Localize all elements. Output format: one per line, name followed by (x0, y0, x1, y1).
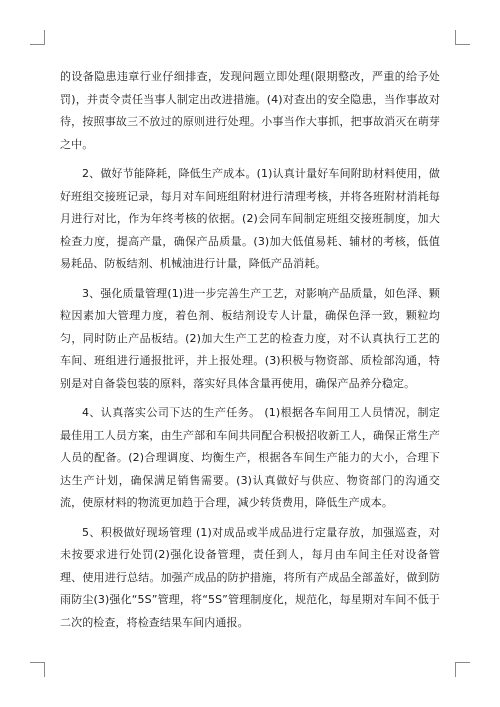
paragraph-continuation: 的设备隐患违章行业仔细排查，发现问题立即处理(限期整改，严重的给予处罚)，并责令责任当事人制定出改进措施。(4)对查出的安全隐患，当作事故对待，按照事故三不放过的原则进行处理。小事当作大事抓，把事故消灭在萌芽之中。 (60, 70, 440, 151)
crop-mark-top-left (30, 30, 45, 45)
crop-mark-bottom-left (30, 662, 45, 677)
paragraph-quality-management: 3、强化质量管理(1)进一步完善生产工艺，对影响产品质量，如色泽、颗粒因素加大管理力度，着色剂、板结剂设专人计量，确保色泽一致，颗粒均匀，同时防止产品板结。(2)加大生产工艺的检查力度，对不认真执行工艺的车间、班组进行通报批评，并上报处理。(3)积极与物资部、质检部沟通，特别是对自备袋包装的原料，落实好具体含量再使用，确保产品养分稳定。 (60, 286, 440, 390)
paragraph-energy-saving: 2、做好节能降耗，降低生产成本。(1)认真计量好车间附助材料使用，做好班组交接班记录，每月对车间班组附材进行清理考核，并将各班附材消耗每月进行对比，作为年终考核的依据。(2)会同车间制定班组交接班制度，加大检查力度，提高产量，确保产品质量。(3)加大低值易耗、辅材的考核，低值易耗品、防板结剂、机械油进行计量，降低产品消耗。 (60, 167, 440, 270)
paragraph-production-tasks: 4、认真落实公司下达的生产任务。 (1)根据各车间用工人员情况，制定最佳用工人员方案，由生产部和车间共同配合积极招收新工人，确保正常生产人员的配备。(2)合理调度、均衡生产，根据各车间生产能力的大小，合理下达生产计划，确保满足销售需要。(3)认真做好与供应、物资部门的沟通交流，使原材料的物流更加趋于合理，减少转货费用，降低生产成本。 (60, 406, 440, 509)
crop-mark-bottom-right (455, 662, 470, 677)
paragraph-site-management: 5、积极做好现场管理 (1)对成品或半成品进行定量存放，加强巡查，对未按要求进行处罚(2)强化设备管理，责任到人，每月由车间主任对设备管理、使用进行总结。加强产成品的防护措施，将所有产成品全部盖好，做到防雨防尘(3)强化“5S”管理，将“5S”管理制度化，规范化，每星期对车间不低于二次的检查，将检查结果车间内通报。 (60, 525, 440, 629)
crop-mark-top-right (455, 30, 470, 45)
document-body (60, 66, 440, 634)
